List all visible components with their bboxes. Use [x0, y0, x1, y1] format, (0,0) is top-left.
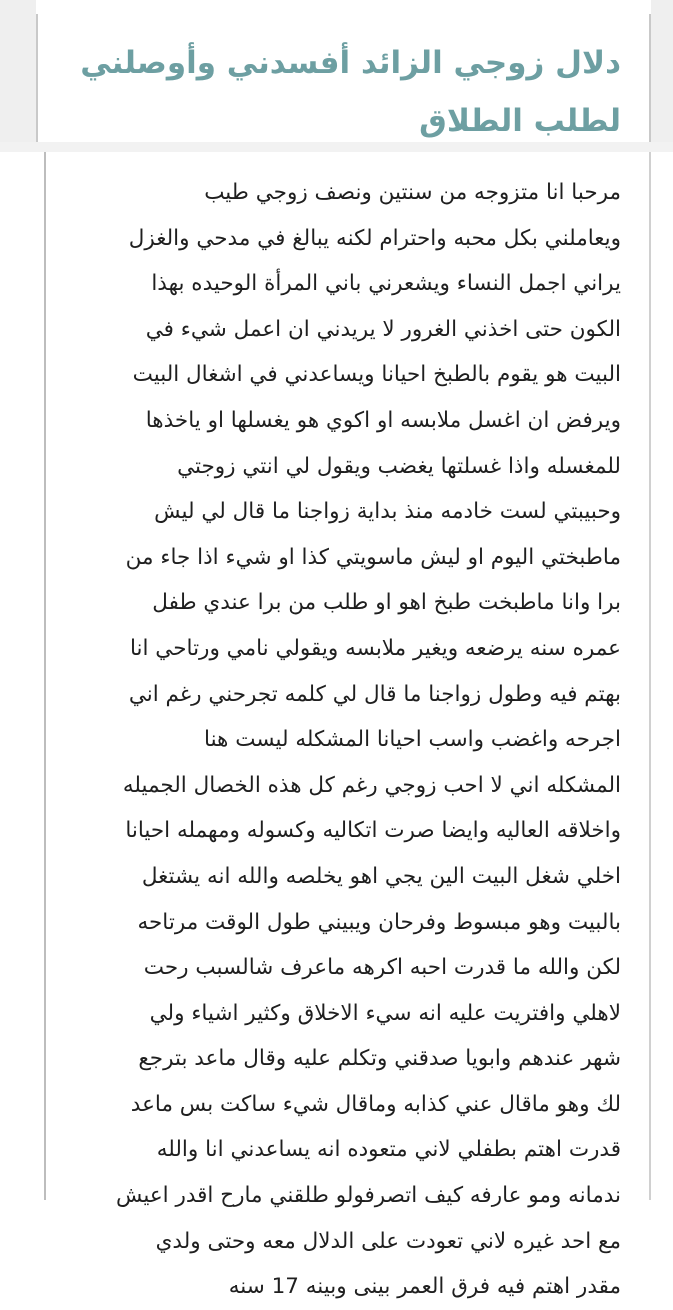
body-right-divider — [649, 152, 651, 1200]
body-line: لك وهو ماقال عني كذابه وماقال شيء ساكت بس ماعد — [130, 1091, 621, 1117]
body-line: يراني اجمل النساء ويشعرني باني المرأة الوحيده بهذا — [151, 271, 621, 297]
article-header — [0, 0, 673, 142]
body-line: بهتم فيه وطول زواجنا ما قال لي كلمه تجرحني رغم اني — [128, 681, 621, 707]
body-line: اخلي شغل البيت الين يجي اهو يخلصه والله انه يشتغل — [141, 863, 621, 889]
body-line: لاهلي وافتريت عليه انه سيء الاخلاق وكثير اشياء ولي — [149, 1000, 621, 1026]
body-line: اجرحه واغضب واسب احيانا المشكله ليست هنا — [204, 727, 621, 753]
body-left-divider — [44, 152, 46, 1200]
body-line: مقدر اهتم فيه فرق العمر بينى وبينه 17 سنه — [228, 1274, 621, 1300]
body-line: المشكله اني لا احب زوجي رغم كل هذه الخصال الجميله — [122, 772, 621, 798]
left-margin-strip — [0, 0, 36, 142]
left-divider — [36, 14, 38, 142]
article-body — [51, 170, 621, 1310]
article-title: دلال زوجي الزائد أفسدني وأوصلني لطلب الطلاق — [80, 45, 621, 139]
body-line: ماطبختي اليوم او ليش ماسويتي كذا او شيء اذا جاء من — [125, 544, 621, 570]
body-line: قدرت اهتم بطفلي لاني متعوده انه يساعدني انا والله — [156, 1137, 621, 1163]
body-line: برا وانا ماطبخت طبخ اهو او طلب من برا عندي طفل — [152, 590, 621, 616]
body-line: ويعاملني بكل محبه واحترام لكنه يبالغ في مدحي والغزل — [128, 225, 621, 251]
body-line: بالبيت وهو مبسوط وفرحان ويبيني طول الوقت مرتاحه — [137, 909, 621, 935]
body-line: ندمانه ومو عارفه كيف اتصرفولو طلقني مارح اقدر اعيش — [115, 1183, 621, 1209]
body-line: مع احد غيره لاني تعودت على الدلال معه وحتى ولدي — [155, 1228, 621, 1254]
body-line: واخلاقه العاليه وايضا صرت اتكاليه وكسوله ومهمله احيانا — [125, 818, 621, 844]
body-line: الكون حتى اخذني الغرور لا يريدني ان اعمل شيء في — [145, 316, 621, 342]
body-line: البيت هو يقوم بالطبخ احيانا ويساعدني في اشغال البيت — [132, 362, 621, 388]
body-line: لكن والله ما قدرت احبه اكرهه ماعرف شالسبب رحت — [143, 955, 621, 981]
body-line: ويرفض ان اغسل ملابسه او اكوي هو يغسلها او ياخذها — [145, 407, 621, 433]
body-line: عمره سنه يرضعه ويغير ملابسه ويقولي نامي ورتاحي انا — [129, 635, 621, 661]
body-line: شهر عندهم وابويا صدقني وتكلم عليه وقال ماعد بترجع — [138, 1046, 621, 1072]
body-line: مرحبا انا متزوجه من سنتين ونصف زوجي طيب — [204, 180, 621, 205]
header-separator — [0, 142, 673, 152]
right-margin-strip — [651, 0, 673, 142]
body-line: وحبيبتي لست خادمه منذ بداية زواجنا ما قال لي ليش — [154, 499, 621, 525]
body-line: للمغسله واذا غسلتها يغضب ويقول لي انتي زوجتي — [177, 453, 621, 479]
right-divider — [649, 14, 651, 142]
